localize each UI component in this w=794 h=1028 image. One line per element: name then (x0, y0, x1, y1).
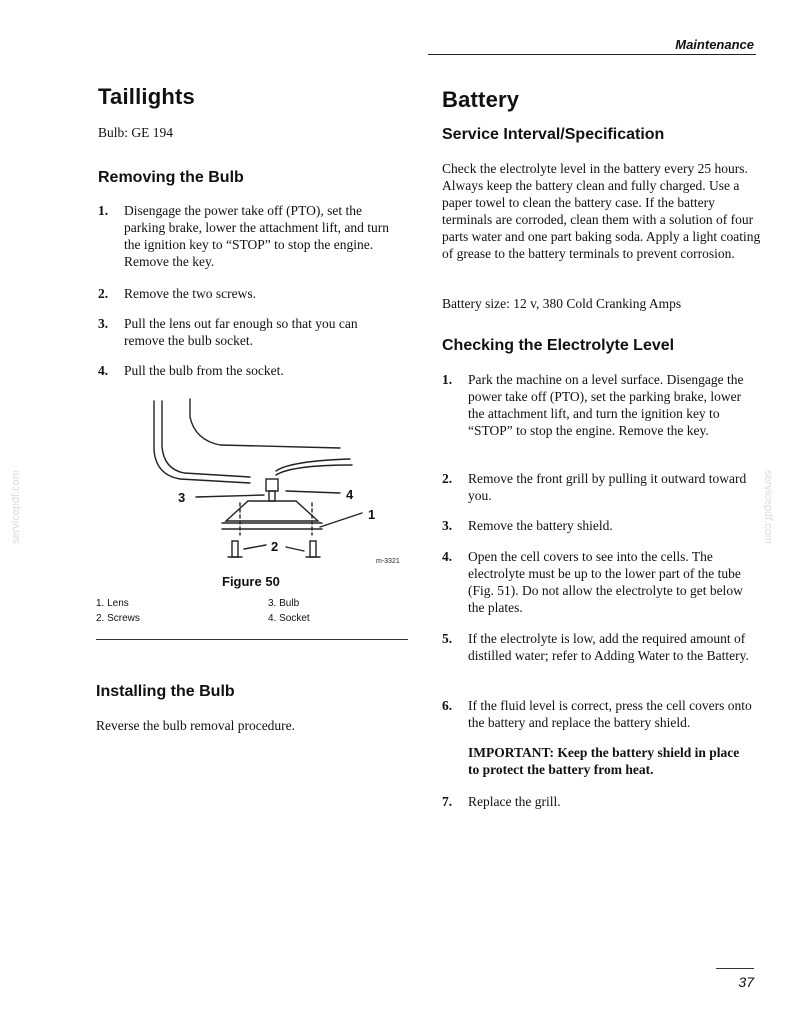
footer-rule (716, 968, 754, 969)
socket-shape (266, 479, 278, 491)
step-text: Remove the two screws. (124, 286, 256, 301)
checking-electrolyte-heading: Checking the Electrolyte Level (442, 337, 675, 354)
installing-bulb-heading: Installing the Bulb (96, 683, 235, 700)
step-number: 4. (98, 363, 109, 378)
battery-title: Battery (442, 87, 520, 112)
legend-item-4: 4. Socket (268, 613, 310, 624)
step-number: 3. (442, 518, 453, 533)
header-rule (428, 54, 756, 55)
section-divider (96, 639, 408, 640)
bulb-spec: Bulb: GE 194 (98, 125, 174, 140)
figure-caption: Figure 50 (222, 574, 280, 589)
step-number: 2. (442, 471, 453, 486)
watermark-left: servicepdf.com (10, 470, 22, 544)
step-text: If the electrolyte is low, add the required amount of distilled water; refer to Adding Water to the Battery. (468, 631, 749, 663)
step-number: 7. (442, 794, 453, 809)
service-interval-text: Check the electrolyte level in the battery every 25 hours. Always keep the battery clean and fully charged. Use a paper towel to clean the battery case. If the battery terminals are corroded, clean them with a solution of four parts water and one part baking soda. Apply a light coating of grease to the battery terminals to prevent corrosion. (442, 161, 761, 261)
screw-right (310, 541, 316, 557)
callout-2: 2 (271, 539, 279, 554)
figure-code: m-3321 (376, 558, 400, 565)
page-number: 37 (738, 974, 754, 990)
step-text: Pull the bulb from the socket. (124, 363, 284, 378)
important-note: IMPORTANT: Keep the battery shield in place to protect the battery from heat. (468, 745, 740, 777)
taillights-title: Taillights (98, 84, 195, 109)
step-text: If the fluid level is correct, press the cell covers onto the battery and replace the battery shield. (468, 698, 752, 730)
step-text: Remove the battery shield. (468, 518, 613, 533)
installing-bulb-text: Reverse the bulb removal procedure. (96, 718, 296, 733)
legend-item-2: 2. Screws (96, 613, 140, 624)
step-number: 3. (98, 316, 109, 331)
callout-3: 3 (178, 490, 186, 505)
step-number: 1. (98, 203, 109, 218)
step-text: Replace the grill. (468, 794, 561, 809)
legend-item-1: 1. Lens (96, 598, 129, 609)
step-number: 6. (442, 698, 453, 713)
bulb-shape (269, 491, 275, 501)
step-text: Pull the lens out far enough so that you can remove the bulb socket. (124, 316, 358, 348)
bracket-outline (154, 401, 250, 483)
step-number: 5. (442, 631, 453, 646)
removing-bulb-heading: Removing the Bulb (98, 169, 244, 186)
step-text: Disengage the power take off (PTO), set the parking brake, lower the attachment lift, and turn the ignition key to “STOP” to stop the engine. Remove the key. (124, 203, 390, 269)
step-number: 4. (442, 549, 453, 564)
battery-size: Battery size: 12 v, 380 Cold Cranking Amps (442, 296, 682, 311)
running-header: Maintenance (675, 37, 754, 52)
step-text: Park the machine on a level surface. Disengage the power take off (PTO), set the parking brake, lower the attachment lift, and turn the ignition key to “STOP” to stop the engine. Remove the key. (468, 372, 744, 438)
step-number: 1. (442, 372, 453, 387)
screw-left (232, 541, 238, 557)
callout-1: 1 (368, 507, 376, 522)
service-interval-heading: Service Interval/Specification (442, 126, 665, 143)
callout-4: 4 (346, 487, 354, 502)
watermark-right: servicepdf.com (762, 470, 774, 544)
step-text: Open the cell covers to see into the cells. The electrolyte must be up to the lower part of the tube (Fig. 51). Do not allow the electrolyte to get below the plates. (468, 549, 743, 615)
step-number: 2. (98, 286, 109, 301)
legend-item-3: 3. Bulb (268, 598, 300, 609)
taillight-diagram (140, 395, 410, 570)
step-text: Remove the front grill by pulling it outward toward you. (468, 471, 747, 503)
